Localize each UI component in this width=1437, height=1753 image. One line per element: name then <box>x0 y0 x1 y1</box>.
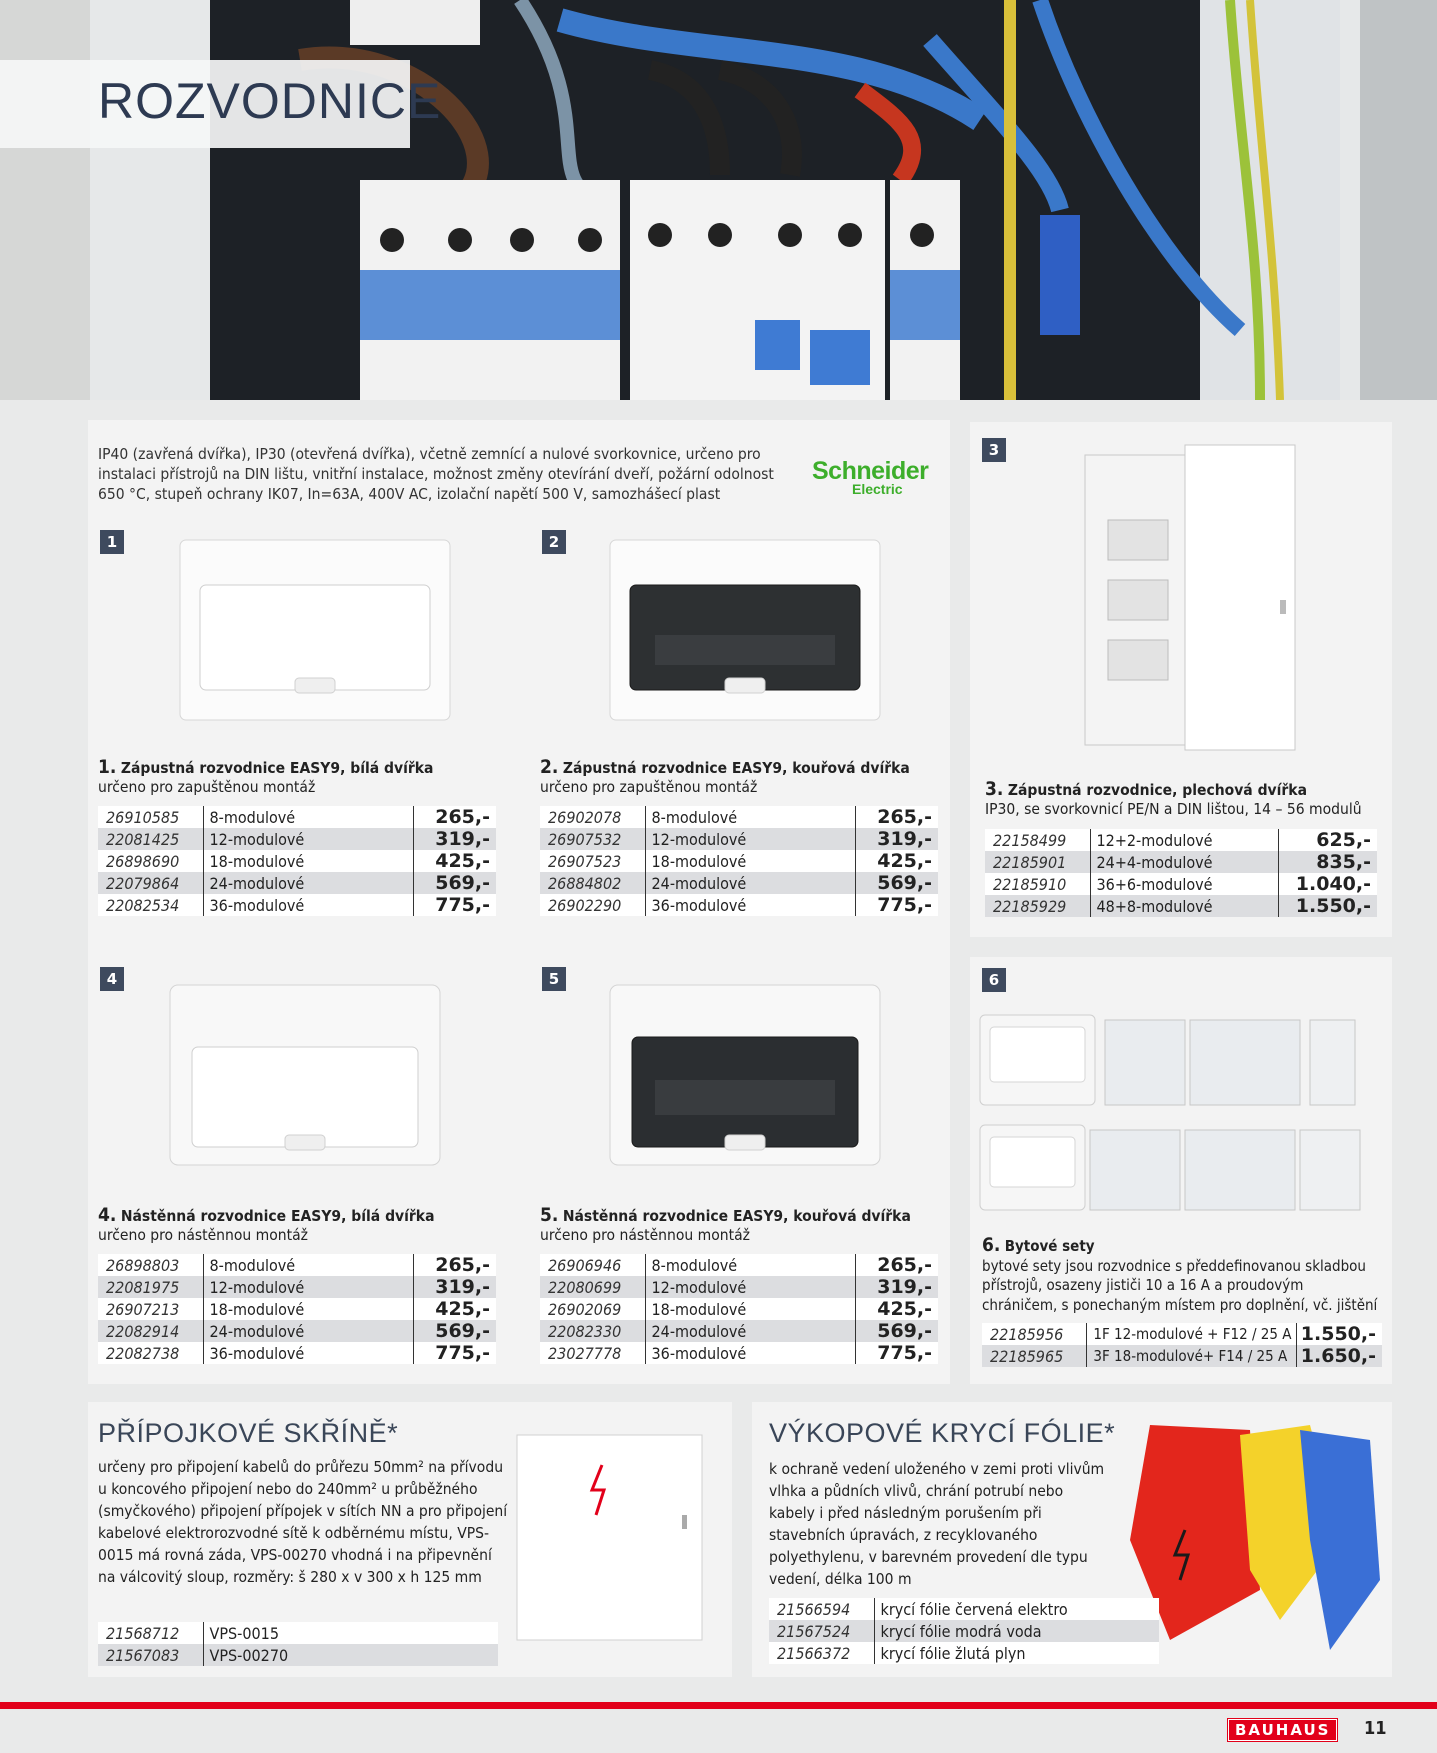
product-2-subtitle: určeno pro zapuštěnou montáž <box>540 778 758 796</box>
table-row: 22082330 24-modulové 569,- <box>540 1320 938 1342</box>
table-row: 26902290 36-modulové 775,- <box>540 894 938 916</box>
product-5-title: 5. Nástěnná rozvodnice EASY9, kouřová dvířka určeno pro nástěnnou montáž <box>540 1204 911 1244</box>
table-row: 26898690 18-modulové 425,- <box>98 850 496 872</box>
table-row: 22185956 1F 12-modulové + F12 / 25 A 1.550,- <box>982 1323 1382 1345</box>
badge-5: 5 <box>542 967 566 991</box>
badge-6: 6 <box>982 968 1006 992</box>
product-image-white-wall-panel <box>160 975 450 1175</box>
schneider-electric-logo <box>812 457 928 497</box>
product-5-table <box>540 1254 938 1364</box>
pripojkove-table <box>98 1622 498 1666</box>
table-row: 26907523 18-modulové 425,- <box>540 850 938 872</box>
bauhaus-logo: BAUHAUS <box>1228 1719 1337 1741</box>
table-row: 22185929 48+8-modulové 1.550,- <box>985 895 1377 917</box>
product-3-title: 3. Zápustná rozvodnice, plechová dvířka IP30, se svorkovnicí PE/N a DIN lištou, 14 – 56 modulů <box>985 778 1362 818</box>
intro-text: IP40 (zavřená dvířka), IP30 (otevřená dvířka), včetně zemnící a nulové svorkovnice, určeno pro instalaci přístrojů na DIN lištu, vnitřní instalace, možnost změny otevírání dveří, požární odolnost 650 °C, stupeň ochrany IK07, In=63A, 400V AC, izolační napětí 500 V, samozhášecí plast <box>98 445 774 503</box>
product-2-title: 2. Zápustná rozvodnice EASY9, kouřová dvířka určeno pro zapuštěnou montáž <box>540 756 910 796</box>
product-4-subtitle: určeno pro nástěnnou montáž <box>98 1226 308 1244</box>
table-row: 21566594 krycí fólie červená elektro <box>769 1598 1159 1620</box>
product-5-subtitle: určeno pro nástěnnou montáž <box>540 1226 750 1244</box>
table-row: 26910585 8-modulové 265,- <box>98 806 496 828</box>
badge-4: 4 <box>100 967 124 991</box>
table-row: 22080699 12-modulové 319,- <box>540 1276 938 1298</box>
footer-red-line <box>0 1702 1437 1709</box>
product-6-subtitle: bytové sety jsou rozvodnice s předdefinovanou skladbou přístrojů, osazeny jističi 10 a 16 A a proudovým chráničem, s ponechaným místem pro doplnění, vč. jištění <box>982 1256 1378 1314</box>
vykopove-table <box>769 1598 1159 1664</box>
table-row: 22158499 12+2-modulové 625,- <box>985 829 1377 851</box>
table-row: 23027778 36-modulové 775,- <box>540 1342 938 1364</box>
product-3-table <box>985 829 1377 917</box>
table-row: 26907213 18-modulové 425,- <box>98 1298 496 1320</box>
pripojkove-title: PŘÍPOJKOVÉ SKŘÍNĚ* <box>98 1418 399 1448</box>
product-image-connection-box <box>512 1430 712 1650</box>
product-1-title: 1. Zápustná rozvodnice EASY9, bílá dvířka určeno pro zapuštěnou montáž <box>98 756 434 796</box>
vykopove-title: VÝKOPOVÉ KRYCÍ FÓLIE* <box>769 1418 1116 1448</box>
table-row: 22082534 36-modulové 775,- <box>98 894 496 916</box>
badge-2: 2 <box>542 530 566 554</box>
product-6-title: 6. Bytové sety bytové sety jsou rozvodnice s předdefinovanou skladbou přístrojů, osazeny jističi 10 a 16 A a proudovým chráničem, s ponechaným místem pro doplnění, vč. jištění <box>982 1234 1378 1314</box>
product-image-smoke-wall-panel <box>600 975 890 1175</box>
brand-line1: Schneider <box>812 457 929 485</box>
product-4-table <box>98 1254 496 1364</box>
table-row: 26902078 8-modulové 265,- <box>540 806 938 828</box>
hero-photo <box>0 0 1437 400</box>
product-6-table <box>982 1323 1382 1367</box>
table-row: 22185901 24+4-modulové 835,- <box>985 851 1377 873</box>
product-image-metal-door-panel <box>1080 440 1310 760</box>
product-1-subtitle: určeno pro zapuštěnou montáž <box>98 778 316 796</box>
pripojkove-text: určeny pro připojení kabelů do průřezu 50mm² na přívodu u koncového připojení nebo do 240mm² u průběžného (smyčkového) připojení přípojek v sítích NN a pro připojení kabelové elektrorozvodné sítě k odběrnému místu, VPS-0015 má rovná záda, VPS-00270 vhodná i na připevnění na válcovitý sloup, rozměry: š 280 x v 300 x h 125 mm <box>98 1458 508 1586</box>
table-row: 26898803 8-modulové 265,- <box>98 1254 496 1276</box>
badge-1: 1 <box>100 530 124 554</box>
product-4-title: 4. Nástěnná rozvodnice EASY9, bílá dvířka určeno pro nástěnnou montáž <box>98 1204 435 1244</box>
table-row: 22081975 12-modulové 319,- <box>98 1276 496 1298</box>
table-row: 26907532 12-modulové 319,- <box>540 828 938 850</box>
product-image-white-flush-panel <box>170 535 460 725</box>
table-row: 26902069 18-modulové 425,- <box>540 1298 938 1320</box>
table-row: 21567524 krycí fólie modrá voda <box>769 1620 1159 1642</box>
product-image-apartment-sets <box>975 1005 1395 1215</box>
page-number: 11 <box>1364 1718 1387 1739</box>
product-3-subtitle: IP30, se svorkovnicí PE/N a DIN lištou, 14 – 56 modulů <box>985 800 1362 818</box>
table-row: 26884802 24-modulové 569,- <box>540 872 938 894</box>
page-title: ROZVODNICE <box>98 73 442 129</box>
vykopove-text: k ochraně vedení uloženého v zemi proti vlivům vlhka a půdních vlivů, chrání potrubí nebo kabely i před následným porušením při stavebních úpravách, z recyklovaného polyethylenu, v barevném provedení dle typu vedení, délka 100 m <box>769 1460 1105 1588</box>
table-row: 21566372 krycí fólie žlutá plyn <box>769 1642 1159 1664</box>
table-row: 22081425 12-modulové 319,- <box>98 828 496 850</box>
table-row: 21568712 VPS-0015 <box>98 1622 498 1644</box>
product-2-table <box>540 806 938 916</box>
brand-line2: Electric <box>852 481 903 497</box>
table-row: 22185910 36+6-modulové 1.040,- <box>985 873 1377 895</box>
table-row: 21567083 VPS-00270 <box>98 1644 498 1666</box>
badge-3: 3 <box>982 438 1006 462</box>
table-row: 22082738 36-modulové 775,- <box>98 1342 496 1364</box>
table-row: 22185965 3F 18-modulové+ F14 / 25 A 1.650,- <box>982 1345 1382 1367</box>
table-row: 22079864 24-modulové 569,- <box>98 872 496 894</box>
product-1-table <box>98 806 496 916</box>
table-row: 26906946 8-modulové 265,- <box>540 1254 938 1276</box>
table-row: 22082914 24-modulové 569,- <box>98 1320 496 1342</box>
product-image-smoke-flush-panel <box>600 535 890 725</box>
